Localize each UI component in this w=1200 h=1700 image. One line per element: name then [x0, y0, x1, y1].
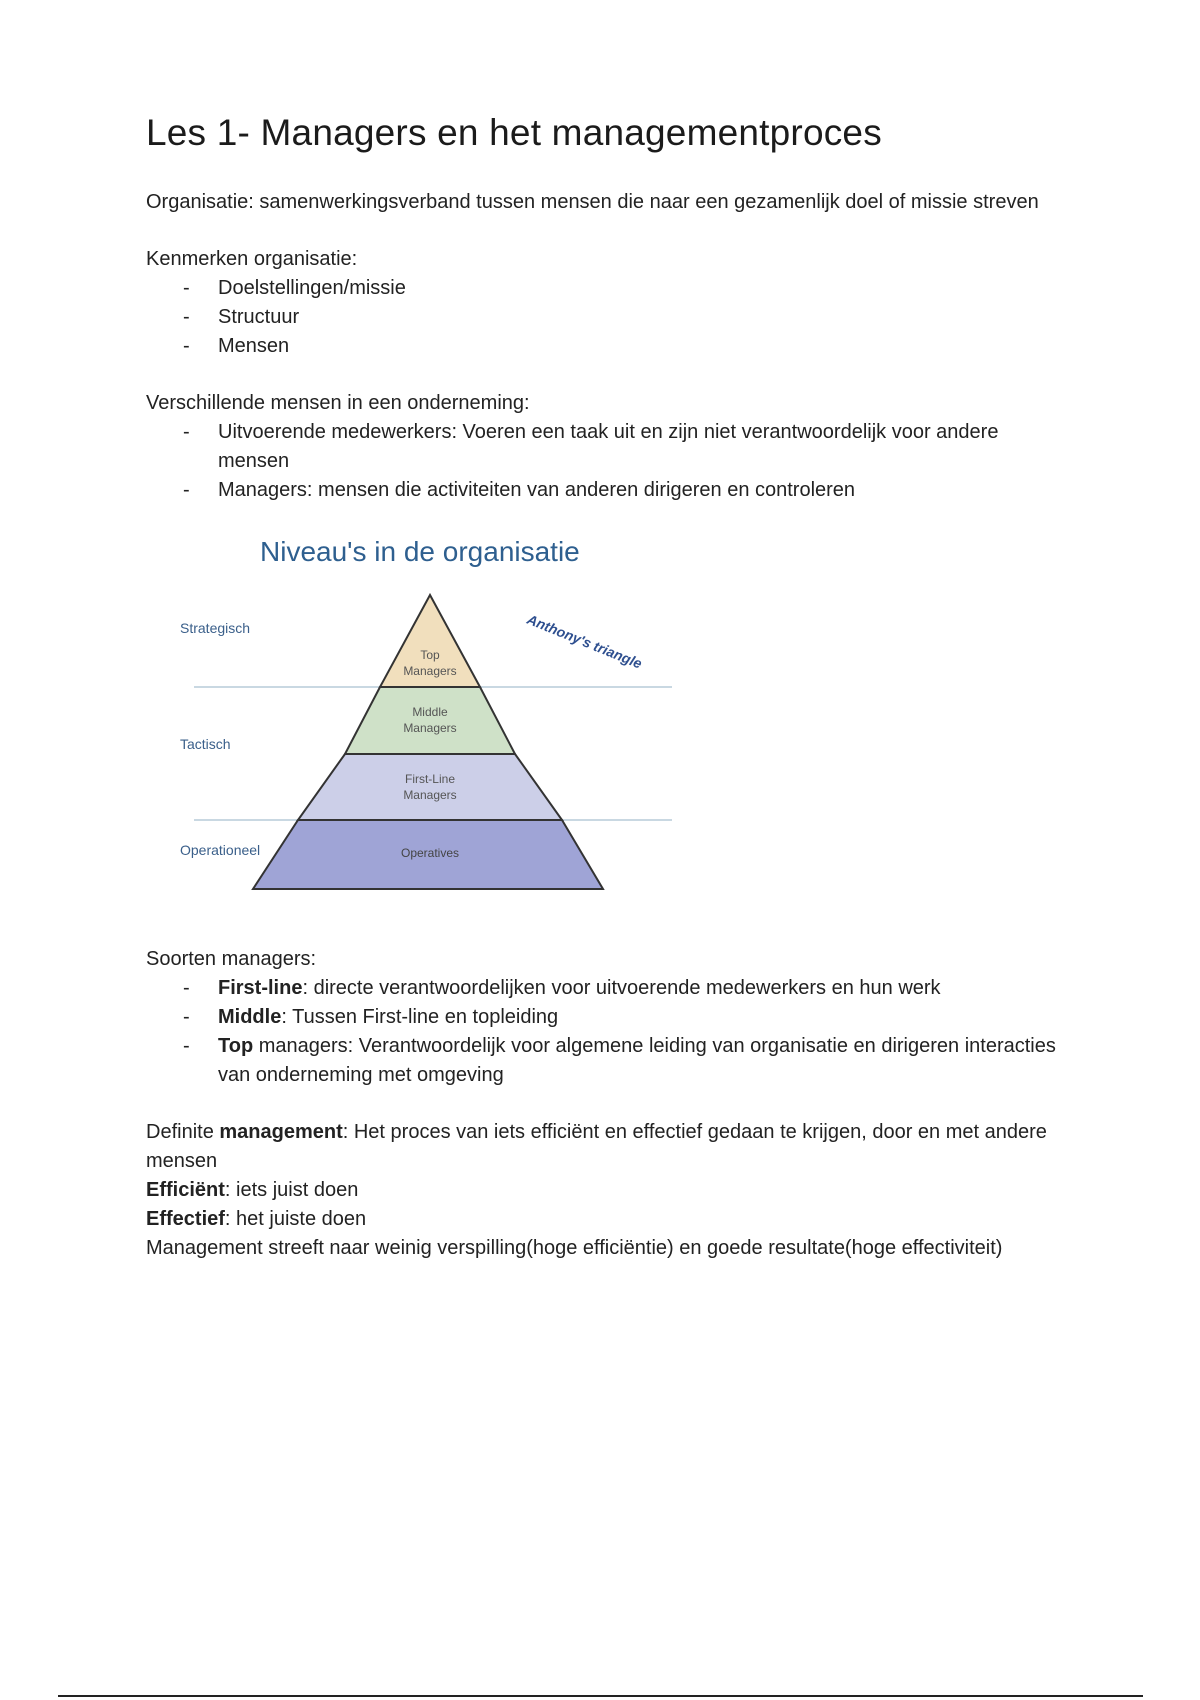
pyramid-figure	[0, 527, 720, 917]
tier-first-line	[298, 754, 562, 820]
list-item: - Doelstellingen/missie	[183, 277, 406, 299]
anthony-triangle-annotation: Anthony's triangle	[524, 610, 645, 672]
efficient-definition: Efficiënt: iets juist doen	[146, 1179, 359, 1201]
side-label-operationeel: Operationeel	[180, 842, 261, 858]
tier-top-label-2: Managers	[403, 664, 457, 678]
document-content	[146, 112, 1066, 1263]
list-item: - Middle: Tussen First-line en topleiding	[183, 1006, 559, 1028]
tier-middle-label-2: Managers	[403, 721, 457, 735]
tier-top-label-1: Top	[420, 648, 440, 662]
page-title: Les 1- Managers en het managementproces	[146, 112, 882, 153]
side-label-tactisch: Tactisch	[180, 736, 231, 752]
organisatie-text: : samenwerkingsverband tussen mensen die naar een gezamenlijk doel of missie streven	[248, 191, 1039, 213]
soorten-list	[146, 974, 1066, 1090]
mensen-heading: Verschillende mensen in een onderneming:	[146, 392, 530, 414]
list-item: - Managers: mensen die activiteiten van anderen dirigeren en controleren	[183, 479, 856, 501]
tier-middle-label-1: Middle	[412, 705, 448, 719]
effectief-definition: Effectief: het juiste doen	[146, 1208, 367, 1230]
organisatie-term: Organisatie	[146, 191, 249, 213]
kenmerken-list	[146, 274, 1066, 361]
tier-first-line-label-1: First-Line	[404, 772, 456, 786]
organisatie-definition	[146, 188, 1066, 217]
list-item: - Structuur	[183, 306, 300, 328]
soorten-heading: Soorten managers:	[146, 948, 317, 970]
mensen-list	[146, 418, 1066, 505]
list-item: - Uitvoerende medewerkers: Voeren een taak uit en zijn niet verantwoordelijk voor andere mensen	[183, 421, 999, 472]
list-item: - Mensen	[183, 335, 290, 357]
diagram-title: Niveau's in de organisatie	[260, 536, 580, 567]
anthony-triangle-diagram	[146, 527, 706, 917]
management-definition: Definite management: Het proces van iets efficiënt en effectief gedaan te krijgen, door en met andere mensen	[146, 1121, 1047, 1172]
management-goal: Management streeft naar weinig verspilling(hoge efficiëntie) en goede resultate(hoge effectiviteit)	[146, 1237, 1003, 1259]
list-item: - Top managers: Verantwoordelijk voor algemene leiding van organisatie en dirigeren interacties van onderneming met omgeving	[183, 1035, 1056, 1086]
kenmerken-heading: Kenmerken organisatie:	[146, 248, 358, 270]
side-label-strategisch: Strategisch	[180, 620, 251, 636]
footer-rule	[58, 1695, 1143, 1697]
tier-operatives-label: Operatives	[400, 846, 460, 860]
list-item: - First-line: directe verantwoordelijken voor uitvoerende medewerkers en hun werk	[183, 977, 941, 999]
tier-first-line-label-2: Managers	[403, 788, 457, 802]
